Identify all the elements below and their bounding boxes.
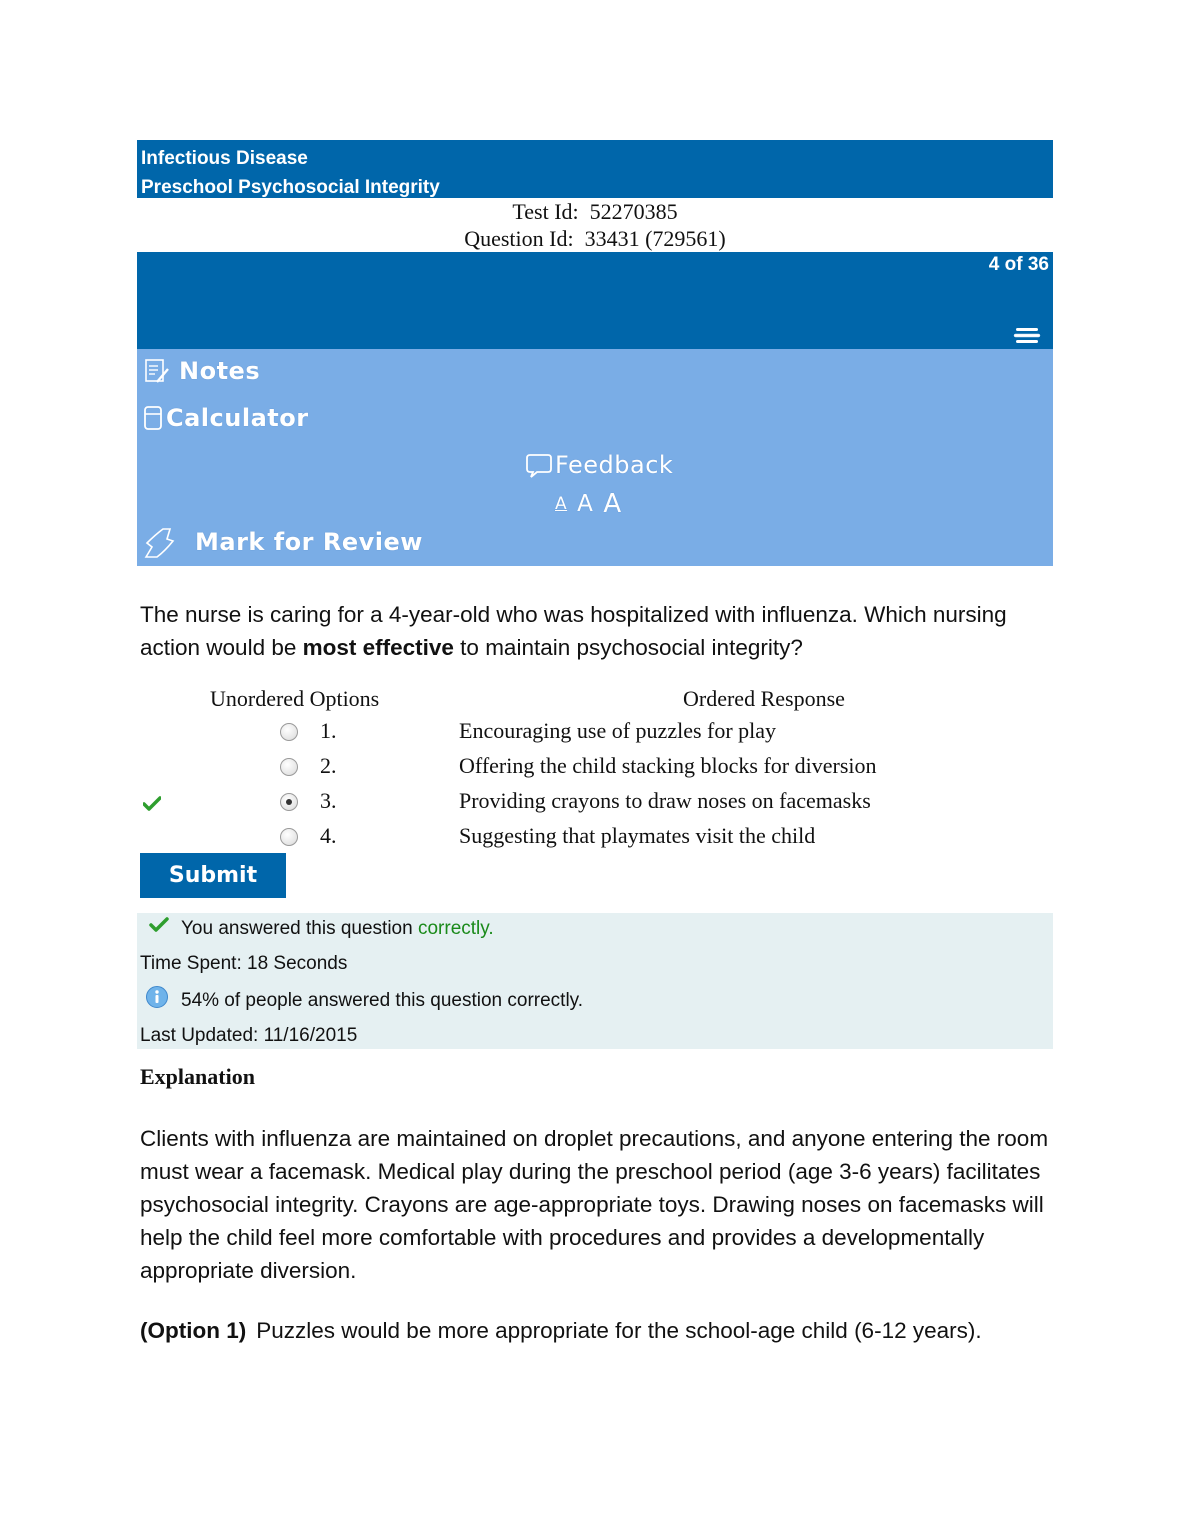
- option-radio[interactable]: [280, 828, 298, 846]
- option-text: Providing crayons to draw noses on facemasks: [459, 788, 871, 813]
- question-text-before: The nurse is caring for a 4-year-old who was hospitalized with influenza. Which nursing action would be: [140, 602, 1007, 660]
- ordered-response-header: Ordered Response: [683, 686, 845, 711]
- font-size-large[interactable]: A: [603, 489, 622, 519]
- option-radio-selected[interactable]: [280, 793, 298, 811]
- correct-check-icon: [149, 917, 169, 933]
- option-radio[interactable]: [280, 758, 298, 776]
- mark-for-review-label: Mark for Review: [195, 528, 423, 556]
- question-stem: [140, 598, 1055, 664]
- feedback-button[interactable]: [525, 451, 673, 479]
- font-size-small[interactable]: A: [555, 494, 568, 514]
- calculator-icon: [143, 404, 163, 432]
- option-text: Suggesting that playmates visit the child: [459, 823, 816, 848]
- explanation-heading: Explanation: [140, 1064, 255, 1089]
- last-updated: Last Updated: 11/16/2015: [140, 1025, 358, 1046]
- answer-status-prefix: You answered this question: [181, 918, 418, 939]
- subcategory-title: Preschool Psychosocial Integrity: [141, 177, 440, 198]
- flag-icon: [143, 525, 177, 559]
- question-id-value: 33431 (729561): [584, 226, 726, 251]
- time-spent: Time Spent: 18 Seconds: [140, 953, 348, 974]
- option1-text: Puzzles would be more appropriate for the school-age child (6-12 years).: [256, 1318, 982, 1343]
- feedback-label: Feedback: [555, 451, 674, 479]
- unordered-options-header: Unordered Options: [210, 686, 380, 711]
- option-text: Encouraging use of puzzles for play: [459, 718, 777, 743]
- test-id-line: [137, 199, 1053, 225]
- question-text-after: to maintain psychosocial integrity?: [453, 635, 803, 660]
- notes-icon: [143, 357, 171, 385]
- font-size-medium[interactable]: A: [577, 491, 594, 517]
- option1-explanation: [140, 1314, 1055, 1347]
- speech-bubble-icon: [525, 451, 553, 479]
- question-id-label: Question Id:: [464, 226, 574, 251]
- result-panel: [137, 913, 1053, 1049]
- option-number: 1.: [320, 718, 337, 743]
- option-number: 2.: [320, 753, 337, 778]
- option-text: Offering the child stacking blocks for diversion: [459, 753, 877, 778]
- notes-button[interactable]: [143, 357, 260, 385]
- category-header: [137, 140, 1053, 198]
- option-row[interactable]: [137, 720, 1053, 755]
- question-bar: [137, 252, 1053, 349]
- option-row[interactable]: [137, 790, 1053, 825]
- calculator-button[interactable]: [143, 404, 309, 432]
- percent-text: 54% of people answered this question correctly.: [181, 990, 584, 1011]
- menu-lines-icon[interactable]: [1013, 327, 1041, 345]
- info-icon: [145, 985, 169, 1009]
- test-id-value: 52270385: [589, 199, 678, 224]
- correct-check-icon: [143, 796, 161, 812]
- test-id-label: Test Id:: [512, 199, 579, 224]
- mark-for-review-button[interactable]: [143, 525, 423, 559]
- font-size-controls: [555, 489, 622, 519]
- option-radio[interactable]: [280, 723, 298, 741]
- option-row[interactable]: [137, 755, 1053, 790]
- answer-status-word: correctly.: [417, 918, 494, 939]
- option-number: 3.: [320, 788, 337, 813]
- calculator-label: Calculator: [166, 404, 309, 432]
- notes-label: Notes: [179, 357, 261, 385]
- radio-dot: [286, 799, 292, 805]
- question-emphasis: most effective: [302, 635, 454, 660]
- submit-button[interactable]: Submit: [140, 853, 286, 898]
- toolbar: [137, 349, 1053, 566]
- option1-label: (Option 1): [140, 1318, 247, 1343]
- option-number: 4.: [320, 823, 337, 848]
- question-id-line: [137, 226, 1053, 252]
- question-counter: 4 of 36: [988, 254, 1049, 275]
- explanation-body: Clients with influenza are maintained on droplet precautions, and anyone entering the room must wear a facemask. Medical play during the preschool period (age 3-6 years) facilitates psychosocial integrity. Crayons are age-appropriate toys. Drawing noses on facemasks will help the child feel more comfortable with procedures and provides a developmentally appropriate diversion.: [140, 1126, 1049, 1283]
- category-title: Infectious Disease: [141, 148, 308, 169]
